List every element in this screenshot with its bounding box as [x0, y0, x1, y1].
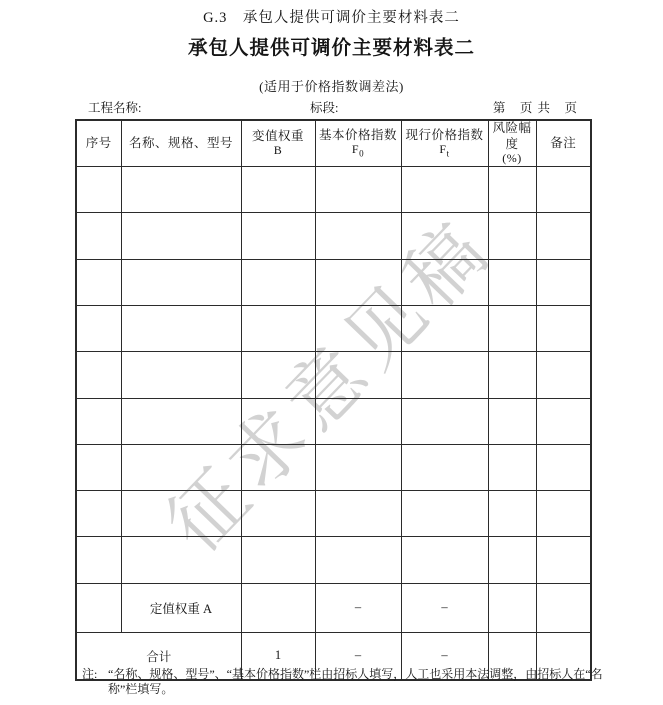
empty-cell — [488, 537, 536, 583]
bid-section-label: 标段: — [310, 101, 339, 115]
empty-cell — [241, 352, 315, 398]
empty-cell — [121, 167, 241, 213]
col-header-remarks: 备注 — [536, 120, 591, 167]
empty-cell — [401, 537, 488, 583]
empty-cell — [488, 259, 536, 305]
empty-cell — [241, 167, 315, 213]
footnote — [82, 667, 606, 696]
empty-cell — [401, 305, 488, 351]
table-row — [76, 352, 591, 398]
empty-cell — [76, 444, 121, 490]
empty-cell — [315, 259, 401, 305]
empty-cell — [76, 305, 121, 351]
empty-cell — [76, 491, 121, 537]
table-body — [76, 167, 591, 584]
empty-cell — [536, 213, 591, 259]
empty-cell — [241, 398, 315, 444]
empty-cell — [76, 167, 121, 213]
empty-cell — [121, 444, 241, 490]
col-header-name-spec-model: 名称、规格、型号 — [121, 120, 241, 167]
page-number-label: 第 页 共 页 — [492, 101, 578, 115]
table-row — [76, 305, 591, 351]
empty-cell — [76, 213, 121, 259]
empty-cell — [488, 491, 536, 537]
empty-cell — [536, 444, 591, 490]
empty-cell — [241, 537, 315, 583]
empty-cell — [401, 398, 488, 444]
table-row — [76, 491, 591, 537]
empty-cell — [76, 352, 121, 398]
empty-cell — [401, 491, 488, 537]
section-heading: G.3 承包人提供可调价主要材料表二 — [203, 10, 460, 26]
empty-cell — [121, 491, 241, 537]
empty-cell — [241, 305, 315, 351]
fixed-weight-label: 定值权重 A — [121, 583, 241, 632]
col-header-current-price-index: 现行价格指数 $F_t$ — [401, 120, 488, 167]
empty-cell — [76, 398, 121, 444]
col-header-base-price-index: 基本价格指数 $F_0$ — [315, 120, 401, 167]
empty-cell — [121, 537, 241, 583]
empty-cell — [488, 352, 536, 398]
empty-cell — [401, 213, 488, 259]
empty-cell — [121, 398, 241, 444]
footnote-text: “名称、规格、型号”、“基本价格指数”栏由招标人填写，人工也采用本法调整，由招标人在“名称”栏填写。 — [108, 667, 603, 696]
empty-cell — [488, 398, 536, 444]
materials-table — [75, 119, 592, 681]
empty-cell — [315, 352, 401, 398]
empty-cell — [315, 213, 401, 259]
empty-cell — [488, 444, 536, 490]
fixed-weight-f0: – — [315, 583, 401, 632]
empty-cell — [488, 583, 536, 632]
total-f0: – — [315, 632, 401, 680]
empty-cell — [121, 352, 241, 398]
empty-cell — [241, 491, 315, 537]
empty-cell — [121, 305, 241, 351]
empty-cell — [121, 213, 241, 259]
table-row — [76, 259, 591, 305]
empty-cell — [121, 259, 241, 305]
empty-cell — [488, 213, 536, 259]
empty-cell — [241, 259, 315, 305]
total-variable-weight: 1 — [241, 632, 315, 680]
empty-cell — [536, 352, 591, 398]
fixed-weight-row — [76, 583, 591, 632]
table-header — [76, 120, 591, 167]
table-row — [76, 398, 591, 444]
total-ft: – — [401, 632, 488, 680]
empty-cell — [241, 444, 315, 490]
empty-cell — [536, 167, 591, 213]
col-header-variable-weight: 变值权重 B — [241, 120, 315, 167]
col-header-serial: 序号 — [76, 120, 121, 167]
page-title: 承包人提供可调价主要材料表二 — [187, 37, 475, 59]
empty-cell — [536, 398, 591, 444]
empty-cell — [315, 305, 401, 351]
meta-row — [0, 98, 663, 114]
empty-cell — [241, 213, 315, 259]
table-row — [76, 167, 591, 213]
table-row — [76, 537, 591, 583]
empty-cell — [315, 167, 401, 213]
empty-cell — [401, 352, 488, 398]
project-name-label: 工程名称: — [88, 101, 142, 115]
empty-cell — [315, 398, 401, 444]
empty-cell — [315, 491, 401, 537]
footnote-prefix: 注: — [82, 667, 98, 681]
empty-cell — [488, 305, 536, 351]
empty-cell — [536, 305, 591, 351]
empty-cell — [536, 259, 591, 305]
subtitle: (适用于价格指数调差法) — [259, 79, 404, 94]
empty-cell — [315, 537, 401, 583]
draft-watermark: 征求意见稿 — [152, 204, 509, 569]
fixed-weight-ft: – — [401, 583, 488, 632]
total-label: 合计 — [76, 632, 241, 680]
table-row — [76, 444, 591, 490]
empty-cell — [401, 444, 488, 490]
header-row — [76, 120, 591, 167]
empty-cell — [536, 537, 591, 583]
col-header-risk-range: 风险幅度 (%) — [488, 120, 536, 167]
empty-cell — [315, 444, 401, 490]
empty-cell — [76, 259, 121, 305]
empty-cell — [488, 167, 536, 213]
empty-cell — [536, 583, 591, 632]
empty-cell — [241, 583, 315, 632]
empty-cell — [401, 167, 488, 213]
empty-cell — [76, 537, 121, 583]
empty-cell — [76, 583, 121, 632]
table-footer — [76, 583, 591, 680]
table-row — [76, 213, 591, 259]
empty-cell — [401, 259, 488, 305]
empty-cell — [536, 491, 591, 537]
